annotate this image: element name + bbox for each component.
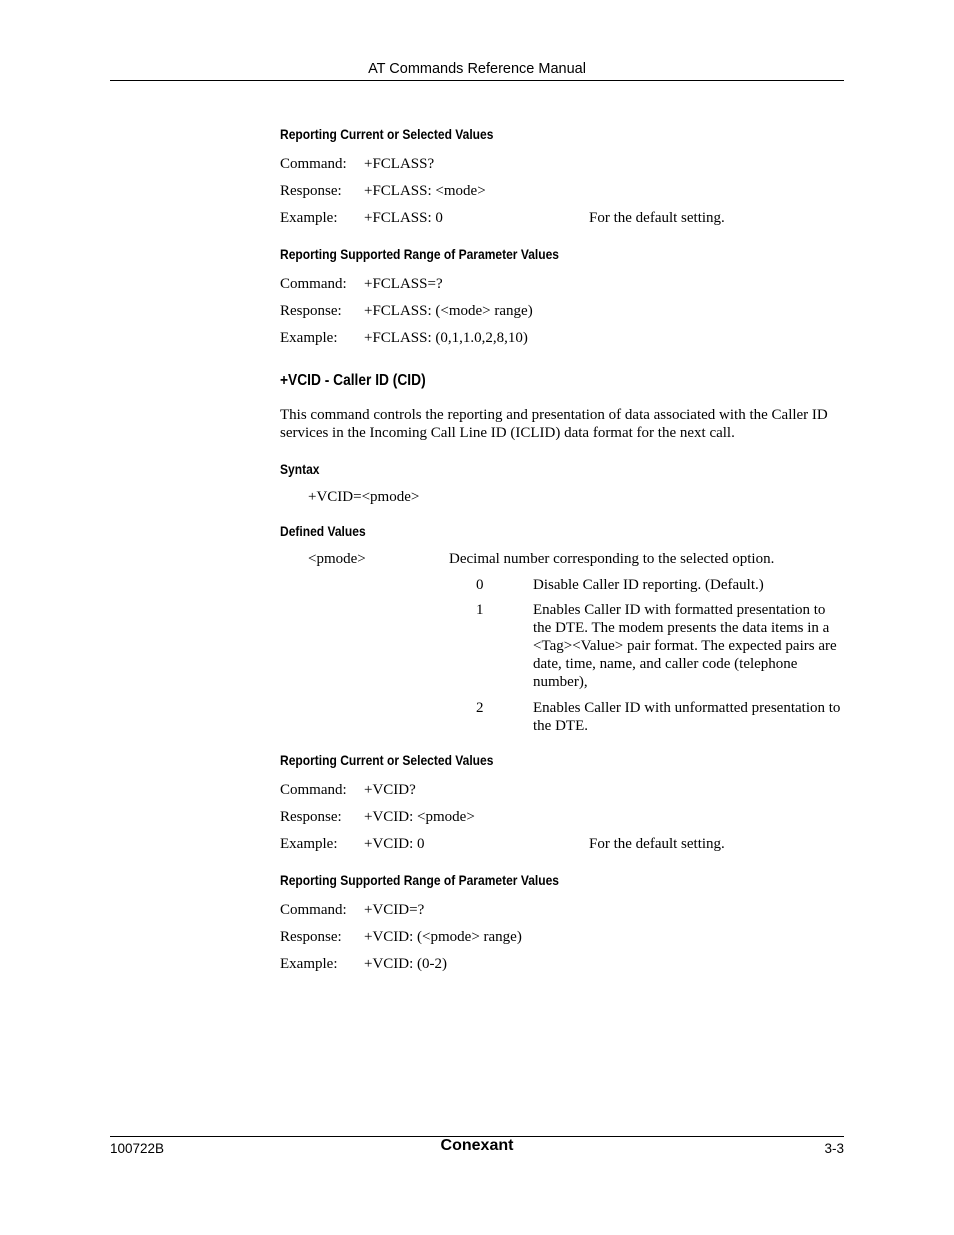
vcid-range-example-value: +VCID: (0-2): [364, 956, 448, 972]
heading-defined-values: Defined Values: [280, 523, 366, 539]
fclass-range-response-label: Response:: [280, 303, 342, 319]
option-value: 2: [476, 700, 484, 716]
header-rule: [110, 80, 844, 81]
vcid-current-command-label: Command:: [280, 782, 347, 798]
heading-fclass-range: Reporting Supported Range of Parameter Values: [280, 246, 559, 262]
fclass-current-command-value: +FCLASS?: [364, 156, 435, 172]
vcid-range-response-label: Response:: [280, 929, 342, 945]
param-name: <pmode>: [308, 551, 366, 567]
vcid-range-command-label: Command:: [280, 902, 347, 918]
vcid-range-example-label: Example:: [280, 956, 338, 972]
fclass-current-example-label: Example:: [280, 210, 338, 226]
fclass-range-example-label: Example:: [280, 330, 338, 346]
vcid-description: This command controls the reporting and presentation of data associated with the Caller ID services in the Incoming Call Line ID (ICLID) data format for the next call.: [280, 407, 828, 441]
vcid-syntax: +VCID=<pmode>: [308, 489, 420, 505]
fclass-current-command-label: Command:: [280, 156, 347, 172]
option-description: Enables Caller ID with formatted presentation to the DTE. The modem presents the data items in a <Tag><Value> pair format. The expected pairs are date, time, name, and caller code (telephone number),: [533, 602, 837, 690]
option-description: Enables Caller ID with unformatted presentation to the DTE.: [533, 700, 841, 734]
fclass-current-example-note: For the default setting.: [589, 210, 725, 226]
option-value: 1: [476, 602, 484, 618]
vcid-current-response-value: +VCID: <pmode>: [364, 809, 475, 825]
footer-page-number: 3-3: [824, 1141, 844, 1156]
heading-fclass-current: Reporting Current or Selected Values: [280, 126, 494, 142]
option-value: 0: [476, 577, 484, 593]
heading-syntax: Syntax: [280, 461, 320, 477]
fclass-range-response-value: +FCLASS: (<mode> range): [364, 303, 533, 319]
vcid-current-example-value: +VCID: 0: [364, 836, 425, 852]
section-title-vcid: +VCID - Caller ID (CID): [280, 372, 426, 389]
heading-vcid-current: Reporting Current or Selected Values: [280, 752, 494, 768]
fclass-range-example-value: +FCLASS: (0,1,1.0,2,8,10): [364, 330, 528, 346]
option-description: Disable Caller ID reporting. (Default.): [533, 577, 764, 593]
vcid-current-response-label: Response:: [280, 809, 342, 825]
fclass-range-command-value: +FCLASS=?: [364, 276, 443, 292]
vcid-current-command-value: +VCID?: [364, 782, 416, 798]
footer-doc-number: 100722B: [110, 1141, 165, 1156]
fclass-current-response-label: Response:: [280, 183, 342, 199]
fclass-current-example-value: +FCLASS: 0: [364, 210, 443, 226]
vcid-current-example-label: Example:: [280, 836, 338, 852]
vcid-current-example-note: For the default setting.: [589, 836, 725, 852]
vcid-range-command-value: +VCID=?: [364, 902, 425, 918]
footer-company: Conexant: [440, 1137, 514, 1154]
param-description: Decimal number corresponding to the selected option.: [449, 551, 775, 567]
heading-vcid-range: Reporting Supported Range of Parameter Values: [280, 872, 559, 888]
fclass-range-command-label: Command:: [280, 276, 347, 292]
vcid-range-response-value: +VCID: (<pmode> range): [364, 929, 522, 945]
running-header-title: AT Commands Reference Manual: [368, 61, 586, 77]
fclass-current-response-value: +FCLASS: <mode>: [364, 183, 486, 199]
